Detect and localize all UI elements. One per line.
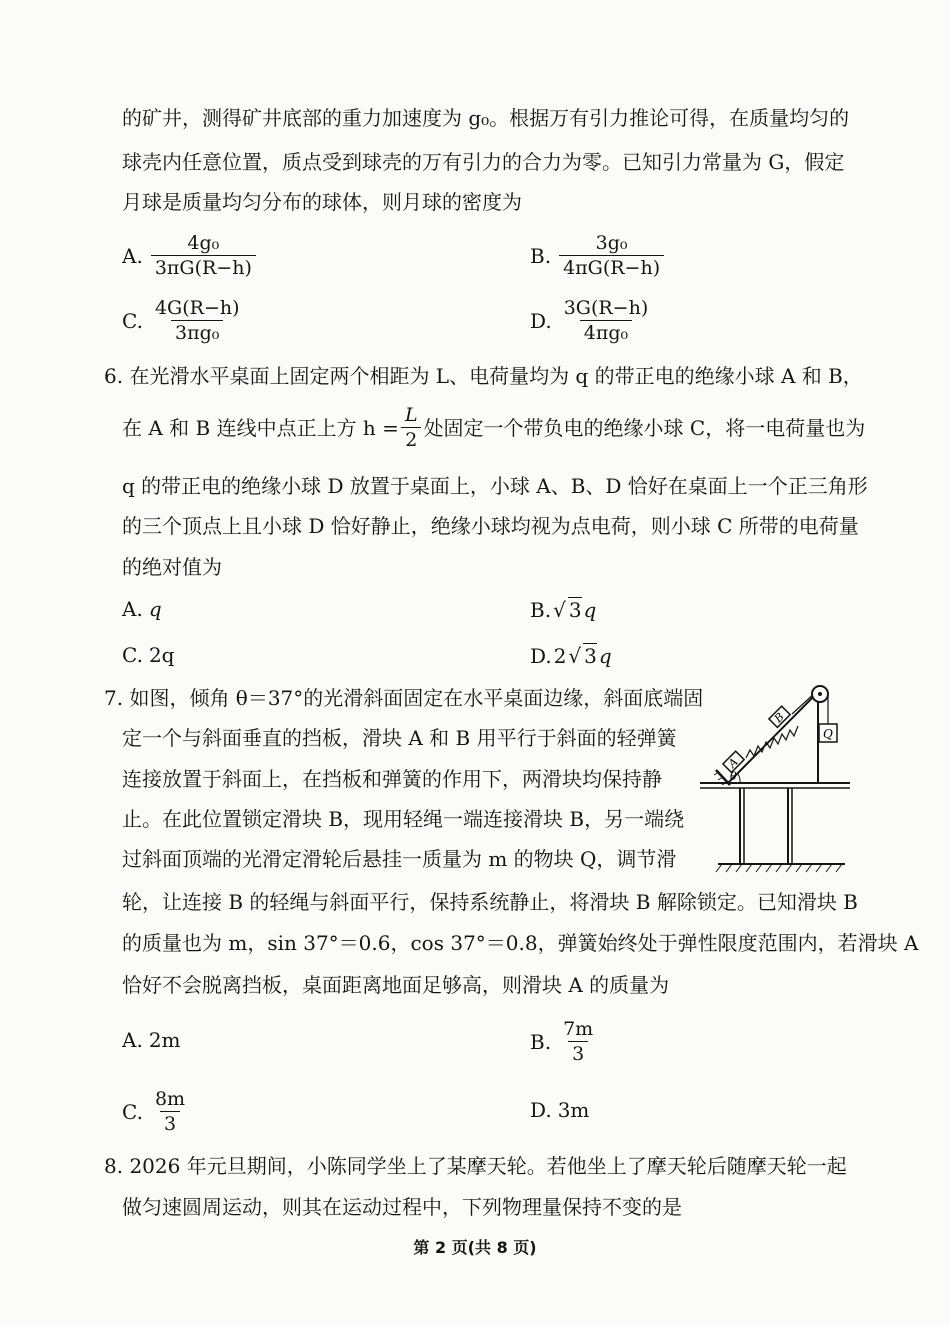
q7-line-6: 轮，让连接 B 的轻绳与斜面平行，保持系统静止，将滑块 B 解除锁定。已知滑块 B bbox=[122, 890, 858, 914]
h-fraction bbox=[401, 404, 422, 451]
sqrt-symbol: √ bbox=[553, 597, 566, 622]
sqrt-radicand: 3 bbox=[568, 598, 582, 622]
fraction-denominator: 2 bbox=[401, 427, 421, 451]
option-fraction bbox=[559, 1018, 597, 1065]
q6-line-2-post: 处固定一个带负电的绝缘小球 C，将一电荷量也为 bbox=[423, 415, 866, 440]
q7-line-8: 恰好不会脱离挡板，桌面距离地面足够高，则滑块 A 的质量为 bbox=[122, 973, 670, 997]
option-label: C. bbox=[122, 308, 143, 333]
q7-line-1: 7. 如图，倾角 θ＝37°的光滑斜面固定在水平桌面边缘，斜面底端固 bbox=[104, 686, 704, 710]
q7-option-a[interactable] bbox=[122, 1028, 181, 1052]
option-text: q bbox=[148, 597, 162, 621]
block-a-label: A bbox=[725, 755, 741, 771]
fraction-denominator: 3 bbox=[160, 1111, 180, 1135]
fraction-denominator: 4πG(R−h) bbox=[559, 255, 664, 279]
q6-option-a[interactable] bbox=[122, 597, 162, 621]
q7-line-2: 定一个与斜面垂直的挡板，滑块 A 和 B 用平行于斜面的轻弹簧 bbox=[122, 726, 677, 750]
option-label: C. bbox=[122, 643, 143, 667]
block-b bbox=[769, 706, 791, 728]
option-label: C. bbox=[122, 1099, 143, 1124]
q6-option-b[interactable] bbox=[530, 597, 596, 622]
option-label: D. bbox=[530, 643, 552, 668]
option-text: 2q bbox=[148, 643, 175, 667]
option-label: D. bbox=[530, 308, 552, 333]
q6-line-1: 6. 在光滑水平桌面上固定两个相距为 L、电荷量均为 q 的带正电的绝缘小球 A 和 B， bbox=[104, 364, 863, 388]
q6-line-5: 的绝对值为 bbox=[122, 555, 222, 579]
fraction-numerator: L bbox=[404, 404, 418, 426]
option-fraction bbox=[560, 297, 653, 344]
option-label: D. bbox=[530, 1098, 552, 1122]
fraction-numerator: 7m bbox=[563, 1018, 594, 1040]
option-label: A. bbox=[122, 243, 143, 268]
q7-line-3: 连接放置于斜面上，在挡板和弹簧的作用下，两滑块均保持静 bbox=[122, 767, 662, 791]
option-text: 3m bbox=[557, 1098, 590, 1122]
option-label: B. bbox=[530, 243, 552, 268]
option-fraction bbox=[151, 297, 244, 344]
option-label: B. bbox=[530, 1029, 552, 1054]
fraction-numerator: 8m bbox=[154, 1088, 186, 1110]
ground-hatch bbox=[716, 864, 842, 872]
block-b-label: B bbox=[771, 710, 787, 726]
fraction-numerator: 4g₀ bbox=[187, 232, 220, 254]
q6-option-c[interactable] bbox=[122, 643, 174, 667]
q6-line-3: q 的带正电的绝缘小球 D 放置于桌面上，小球 A、B、D 恰好在桌面上一个正三角形 bbox=[122, 474, 868, 498]
fraction-denominator: 3 bbox=[568, 1041, 588, 1065]
fraction-denominator: 4πg₀ bbox=[580, 320, 632, 344]
fraction-numerator: 3g₀ bbox=[595, 232, 628, 254]
q5-line-2: 球壳内任意位置，质点受到球壳的万有引力的合力为零。已知引力常量为 G，假定 bbox=[122, 150, 845, 174]
q6-option-d[interactable] bbox=[530, 643, 612, 668]
q7-line-7: 的质量也为 m，sin 37°＝0.6，cos 37°＝0.8，弹簧始终处于弹性限度范围内，若滑块 A bbox=[122, 931, 919, 955]
q7-option-b[interactable] bbox=[530, 1018, 599, 1065]
angle-arc bbox=[738, 774, 740, 783]
option-fraction bbox=[559, 232, 664, 279]
q7-option-d[interactable] bbox=[530, 1098, 589, 1122]
q8-line-1: 8. 2026 年元旦期间，小陈同学坐上了某摩天轮。若他坐上了摩天轮后随摩天轮一起 bbox=[104, 1154, 847, 1178]
q7-line-4: 止。在此位置锁定滑块 B，现用轻绳一端连接滑块 B，另一端绕 bbox=[122, 807, 685, 831]
q7-line-5: 过斜面顶端的光滑定滑轮后悬挂一质量为 m 的物块 Q，调节滑 bbox=[122, 847, 677, 871]
fraction-denominator: 3πG(R−h) bbox=[151, 255, 256, 279]
q6-line-4: 的三个顶点上且小球 D 恰好静止，绝缘小球均视为点电荷，则小球 C 所带的电荷量 bbox=[122, 514, 859, 538]
incline-figure bbox=[700, 680, 860, 880]
fraction-denominator: 3πg₀ bbox=[171, 320, 223, 344]
page-footer: 第 2 页(共 8 页) bbox=[413, 1238, 537, 1257]
pulley-axle bbox=[818, 692, 822, 696]
sqrt-radicand: 3 bbox=[584, 644, 597, 668]
option-fraction bbox=[151, 232, 256, 279]
q8-line-2: 做匀速圆周运动，则其在运动过程中，下列物理量保持不变的是 bbox=[122, 1195, 682, 1219]
fraction-numerator: 4G(R−h) bbox=[154, 297, 240, 319]
option-text: q bbox=[598, 643, 612, 668]
q5-line-3: 月球是质量均匀分布的球体，则月球的密度为 bbox=[122, 190, 522, 214]
block-q-label: Q bbox=[823, 727, 833, 741]
q5-option-a[interactable] bbox=[122, 232, 258, 279]
option-label: A. bbox=[122, 1028, 143, 1052]
q5-option-c[interactable] bbox=[122, 297, 246, 344]
option-label: B. bbox=[530, 597, 552, 622]
incline-slope bbox=[728, 692, 818, 783]
option-text: 2m bbox=[148, 1028, 181, 1052]
theta-label: θ bbox=[730, 770, 737, 783]
option-coefficient: 2 bbox=[553, 643, 567, 668]
option-fraction bbox=[151, 1088, 189, 1135]
q6-line-2 bbox=[122, 404, 865, 451]
q6-line-2-pre: 在 A 和 B 连线中点正上方 h = bbox=[122, 415, 399, 440]
q5-line-1: 的矿井，测得矿井底部的重力加速度为 g₀。根据万有引力推论可得，在质量均匀的 bbox=[122, 106, 850, 130]
fraction-numerator: 3G(R−h) bbox=[563, 297, 649, 319]
spring bbox=[746, 726, 798, 758]
q7-option-c[interactable] bbox=[122, 1088, 191, 1135]
option-text: q bbox=[583, 597, 597, 622]
q5-option-d[interactable] bbox=[530, 297, 654, 344]
q5-option-b[interactable] bbox=[530, 232, 666, 279]
option-label: A. bbox=[122, 597, 143, 621]
sqrt-symbol: √ bbox=[568, 643, 582, 668]
